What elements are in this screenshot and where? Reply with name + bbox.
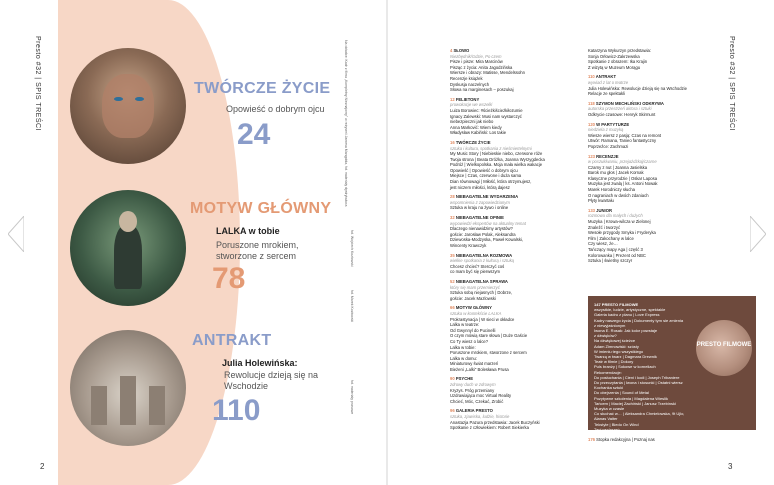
toc-kicker: sztuka i kultura, spotkania z nieśmiertelnymi bbox=[450, 145, 532, 151]
toc-page-num: 133 bbox=[588, 207, 597, 213]
left-side-label: Presto #32 | SPIS TREŚCI bbox=[34, 36, 41, 132]
toc-entry: Tapi wydarzeń bbox=[594, 426, 620, 432]
toc-page-num: 28 bbox=[450, 194, 456, 200]
section-page-number: 78 bbox=[212, 262, 246, 295]
toc-entry: Utwór: Ramana, Tanieo fantastyczny bbox=[588, 138, 657, 144]
toc-entry: Czy wiesz, że… bbox=[588, 241, 618, 247]
toc-heading: NIEBAGATELNE WYDARZENIA bbox=[455, 194, 519, 200]
toc-entry: Iwona E. Rosak: Jak kolor powstaje bbox=[594, 328, 658, 334]
toc-entry: Luiza Borowiec: #ścieżkiścieżkiłozumie bbox=[450, 107, 523, 113]
toc-entry: Miniaturowy świat marzeń bbox=[450, 361, 499, 367]
toc-page-num: 32 bbox=[450, 215, 456, 221]
section-title-motyw-glowny: MOTYW GŁÓWNY bbox=[190, 200, 332, 217]
toc-entry: Relacje ze spektakli bbox=[588, 91, 626, 97]
toc-line bbox=[450, 425, 580, 431]
toc-entry: Opowieść | Opowieść o dobrym ojcu bbox=[450, 167, 518, 173]
toc-entry: goście: Jacek Mazlowski bbox=[450, 295, 496, 301]
toc-entry: Adam Zimnowiski: szósty bbox=[594, 343, 639, 349]
toc-entry: Teatr w filmie | Dokory bbox=[594, 359, 634, 365]
toc-page-num: 35 bbox=[450, 252, 456, 258]
toc-entry: W imieniu tego wszystkiego bbox=[594, 348, 644, 354]
toc-entry: Dziewoska-Modzyska, Paweł Kowalski, bbox=[450, 237, 524, 243]
toc-entry: Bieżeni „Lalki" Bolesława Prusa bbox=[450, 366, 509, 372]
portrait-photo bbox=[70, 48, 186, 164]
toc-entry: Anna Marković: Wiem kiedy bbox=[450, 124, 502, 130]
toc-heading: FELIETONY bbox=[455, 96, 480, 102]
section-subtitle: Rewolucje dzieją się na Wschodzie bbox=[224, 370, 319, 391]
toc-page-num: 90 bbox=[450, 376, 456, 382]
page-number: 2 bbox=[40, 462, 45, 471]
toc-entry: Miejsce | Czas, czerwone i duża sama bbox=[450, 173, 522, 179]
right-triangle-icon bbox=[750, 216, 766, 252]
page-number: 3 bbox=[728, 462, 733, 471]
toc-entry: Twarzą w twarz | Dagmara Drewnik bbox=[594, 354, 657, 360]
toc-entry: Chcesz chcieć? Sterczyć coś bbox=[450, 263, 505, 269]
toc-page-num: 96 bbox=[450, 408, 456, 414]
toc-entry: jest niczem miłości, którą dajesz bbox=[450, 184, 510, 190]
theatre-stage-photo bbox=[70, 330, 186, 446]
toc-kicker: autorska przestrzeń aktora i sztuki bbox=[588, 106, 652, 112]
toc-entry: z dźwięków? bbox=[594, 333, 617, 339]
left-page bbox=[0, 0, 386, 485]
toc-entry: My Music Story | Niebieskie niebo, czerwone róże bbox=[450, 151, 543, 157]
left-triangle-icon bbox=[8, 216, 24, 252]
toc-page-num: 110 bbox=[588, 74, 596, 80]
toc-entry: O nagraniach w dwóch zdaniach bbox=[588, 192, 649, 198]
toc-entry: Chcieć, Móc, Czekać, Zrobić bbox=[450, 398, 504, 404]
photo-credit: fot. materiały prasowe bbox=[350, 380, 354, 415]
toc-entry: Sonja Orłowicz-Zakrzewska bbox=[588, 53, 640, 59]
toc-entry: co mam być się pierwszym bbox=[450, 269, 501, 275]
footer-num: 176 bbox=[588, 437, 595, 442]
toc-heading: W PARTYTURZE bbox=[596, 121, 630, 127]
toc-entry: Na dźwiękowej ścieżce bbox=[594, 338, 636, 344]
toc-entry: Tańcem | Maciej Zachiński | Janusz Trzebinski bbox=[594, 400, 676, 406]
toc-entry: Dian równowagi | Miłość, która otrzymujesz, bbox=[450, 179, 532, 185]
toc-entry: wszystkie, ludzie, artystyczne, spektakle bbox=[594, 307, 666, 313]
toc-entry: Dlaczego nienawidzimy artystów? bbox=[450, 226, 513, 232]
toc-entry: Lalka w domu: bbox=[450, 355, 477, 361]
toc-entry: Dyskusja naczelnych bbox=[450, 81, 490, 87]
right-page bbox=[388, 0, 774, 485]
toc-heading: NIEBAGATELNA ROZMOWA bbox=[455, 252, 513, 258]
toc-entry: Klasyczne przyrodzie | Oskar Laposa bbox=[588, 175, 658, 181]
toc-entry: Uzdrawiająca moc Virtual Reality bbox=[450, 393, 512, 399]
toc-page-num: 4 bbox=[450, 48, 454, 53]
toc-heading: 147 PRESTO FILMOWE bbox=[594, 302, 639, 307]
toc-heading: PSYCHE bbox=[455, 376, 474, 382]
toc-entry: Sztuka w kraju na żywo i online bbox=[450, 205, 509, 211]
toc-entry: Barok mu głos | Jacek Kornak bbox=[588, 170, 644, 176]
toc-kicker: wypowiedzi ekspertów na aktualny temat bbox=[450, 220, 526, 226]
box-text bbox=[594, 302, 698, 432]
toc-heading: JUNIOR bbox=[596, 207, 612, 213]
right-side-label: Presto #32 | SPIS TREŚCI bbox=[728, 36, 735, 132]
toc-entry: Władysław Kabiński: Los takie bbox=[450, 130, 507, 136]
toc-entry: Alanas Vaiter bbox=[594, 416, 618, 422]
toc-line bbox=[594, 427, 698, 432]
toc-heading: SŁOWO bbox=[453, 48, 470, 53]
toc-kicker: rozmowa dla małych i dużych bbox=[588, 213, 643, 219]
toc-entry: Recenzje książek bbox=[450, 75, 483, 81]
section-subtitle: Poruszone mrokiem, stworzone z sercem bbox=[216, 240, 299, 261]
toc-kicker: wielkie spotkania z kulturą i sztuką bbox=[450, 258, 515, 264]
toc-entry: Co Ty wiesz o lalce? bbox=[450, 338, 489, 344]
section-title-tworcze-zycie: TWÓRCZE ŻYCIE bbox=[194, 80, 331, 97]
toc-entry: Spotkanie z człowiekiem: Robert Siekierka bbox=[450, 425, 529, 431]
toc-entry: Do przeczytania | Iwona i stosunki | Ostatni wiersz bbox=[594, 380, 683, 386]
toc-page-num: 12 bbox=[450, 96, 456, 102]
toc-entry: Pisze i pisze: Mira Marcinów bbox=[450, 59, 503, 65]
toc-kicker: niedziela z muzyką bbox=[588, 127, 624, 133]
toc-entry: Co słuchać w… | Aleksandra Chmielowska, 9t Ujlo, bbox=[594, 411, 685, 417]
toc-heading: NIEBAGATELNA SPRAWA bbox=[455, 278, 508, 284]
toc-kicker: Niezbędnik/Gdzie, Po czem bbox=[450, 53, 502, 59]
toc-entry: Poruszone mrokiem, stworzone z sercem bbox=[450, 350, 527, 356]
toc-entry: Wiesze wiersz z pasją: Czas na remont bbox=[588, 132, 662, 138]
toc-entry: Lalka w teatrze: bbox=[450, 322, 480, 328]
toc-entry: Od Gwynnyl do Pucinelli bbox=[450, 327, 496, 333]
toc-page-num: 120 bbox=[588, 121, 597, 127]
toc-entry: Kadry naszego życia | Dokumenty tym sie zmienia bbox=[594, 317, 684, 323]
photo-credit: fot. Marek Kozłowski bbox=[350, 290, 354, 323]
toc-entry: Muzyka w czasie bbox=[594, 406, 625, 412]
film-photo bbox=[696, 320, 752, 376]
section-page-number: 24 bbox=[237, 118, 271, 151]
toc-entry: Sztuka | świetlny szczyr bbox=[588, 258, 633, 264]
toc-entry: Twoja strona | Beata Dróżka, Joanna Wyrzygdecka bbox=[450, 156, 545, 162]
doll-photo bbox=[70, 190, 186, 306]
toc-entry: Kolorowanka | Prezent od NBC bbox=[588, 252, 646, 258]
section-page-number: 110 bbox=[212, 394, 261, 427]
toc-entry: Wincenty Krawczyk bbox=[450, 243, 487, 248]
toc-entry: Odkrycie czasowe: Henryk Skirmunt bbox=[588, 111, 656, 117]
toc-entry: Słowa na marginesach – poszukaj bbox=[450, 87, 514, 93]
section-subtitle-bold: LALKA w tobie bbox=[216, 226, 280, 236]
section-subtitle-bold: Julia Holewińska: bbox=[222, 358, 298, 368]
toc-entry: Pozytywne szkolenia | Magdalena Wieslik bbox=[594, 395, 668, 401]
toc-kicker: w poszukiwaniu, przejażdżkaj/czarne bbox=[588, 159, 657, 165]
toc-entry: goście: Jarosław Polak, Aleksandra bbox=[450, 231, 516, 237]
box-circle-label: PRESTO FILMOWE bbox=[696, 342, 752, 348]
toc-kicker: który się mam przemierzyć bbox=[450, 284, 500, 290]
toc-kicker: prowokacje we wszelki bbox=[450, 102, 493, 108]
toc-entry: Czarny z nut | Joanna Jasielska bbox=[588, 164, 648, 170]
toc-page-num: 66 bbox=[450, 305, 456, 311]
toc-kicker: zdrowy duch w zdrowym bbox=[450, 382, 496, 388]
toc-entry: Podróż | Wielkopolska. Moja mała wielka wakacje bbox=[450, 162, 543, 168]
toc-entry: Tańczący mapy Aga | część 3 bbox=[588, 247, 643, 252]
section-subtitle: Opowieść o dobrym ojcu bbox=[226, 104, 325, 114]
toc-entry: Prokrastynacja | W sieci w okładce bbox=[450, 316, 515, 322]
toc-page-num: 118 bbox=[588, 100, 596, 106]
toc-entry: Lalka w tobie: bbox=[450, 344, 476, 350]
toc-page-num: 123 bbox=[588, 153, 597, 159]
presto-filmowe-box bbox=[588, 296, 756, 430]
toc-kicker: wspomnienia z zapowiedzianym bbox=[450, 199, 510, 205]
toc-entry: Puls branży | Sokowe w korneliach bbox=[594, 364, 656, 370]
section-title-antrakt: ANTRAKT bbox=[192, 332, 272, 349]
toc-entry: Do posłuchania | Cieni i kodi | Joseph Tribaniere bbox=[594, 374, 680, 380]
toc-entry: O czym mówią stare słowa | Duże Gaście bbox=[450, 333, 528, 339]
toc-heading: NIEBAGATELNE OPINIE bbox=[455, 215, 504, 221]
toc-entry: Ignacy Zalewski: Musi nam wystarczyć bbox=[450, 113, 522, 119]
toc-entry: Płyty kwartału bbox=[588, 198, 614, 204]
toc-entry: Kochanka sztuki bbox=[594, 385, 624, 391]
toc-entry: Katarzyna Wykurzyn przedstawia: bbox=[588, 48, 652, 53]
toc-entry: Sztuka sobą niejasnych | Dobrze, bbox=[450, 290, 513, 296]
toc-entry: Do obejrzenia | Sound of Metal bbox=[594, 390, 649, 396]
toc-heading: MOTYW GŁÓWNY bbox=[455, 305, 492, 311]
toc-kicker: sztuka, zjawiska, ludzie, historie bbox=[450, 414, 510, 420]
toc-kicker: wywiad z lat o teatrze bbox=[588, 79, 629, 85]
toc-entry: z niewyjaśnionym bbox=[594, 322, 626, 328]
toc-entry: Wesołe przygody Smyka i Fryderyka bbox=[588, 230, 656, 236]
photo-credit: Na okładce: Kadr z filmu „Kompletny Nieznajomy" w reżyserii Jamesa Mangolda, fot. materiały dystrybutora bbox=[344, 40, 348, 207]
toc-entry: Tekstyle | Biedo On Wind bbox=[594, 421, 639, 427]
toc-page-num: 52 bbox=[450, 278, 456, 284]
toc-page-num: 16 bbox=[450, 139, 456, 145]
toc-column-2 bbox=[588, 48, 728, 264]
toc-entry: Z wizytą w Muzeum Morągu bbox=[588, 64, 641, 70]
toc-entry: Muzyka | Krowa-wilcza w Zielonej bbox=[588, 219, 651, 225]
toc-entry: niebezpieczni jak niebo bbox=[450, 119, 494, 125]
footer-note bbox=[588, 437, 655, 442]
toc-entry: Muzyka jest zwalą | ks. Antoni Nowak bbox=[588, 181, 658, 187]
toc-entry: Film | Zakochany w lalce bbox=[588, 235, 634, 241]
photo-credit: fot. Wojciech Kozłowski bbox=[350, 230, 354, 267]
toc-entry: Rekomendacje: bbox=[594, 369, 622, 375]
toc-column-1 bbox=[450, 48, 580, 431]
toc-entry: Galeria kadru z planu | Love Express bbox=[594, 312, 660, 318]
toc-entry: Marek Horodniczy słucha bbox=[588, 187, 636, 193]
toc-entry: Pisząc z życia: Anita Jagodzińska bbox=[450, 64, 513, 70]
toc-entry: Spotkanie z obrazem: Ika Krajin bbox=[588, 59, 648, 65]
toc-kicker: sztuka w kontekście LALKA bbox=[450, 310, 502, 316]
toc-entry: Znaleźć i tworzyć bbox=[588, 224, 621, 230]
toc-heading: RECENZJE bbox=[596, 153, 619, 159]
toc-entry: Anastazja Pazura przedstawia: Jacek Buczyński bbox=[450, 419, 540, 425]
footer-text: Stopka redakcyjna | Poznaj nas bbox=[596, 437, 655, 442]
toc-heading: GALERIA PRESTO bbox=[455, 408, 493, 414]
toc-heading: SZYMON MECHLIŃSKI ODKRYWA bbox=[595, 100, 664, 106]
toc-entry: Julia Holewińska: Rewolucje dzieją się na Wschodzie bbox=[588, 85, 687, 91]
toc-heading: TWÓRCZE ŻYCIE bbox=[455, 139, 491, 145]
toc-line bbox=[588, 258, 728, 264]
toc-entry: Kryzys. Próg przemiany bbox=[450, 387, 495, 393]
toc-heading: ANTRAKT bbox=[595, 74, 617, 80]
toc-entry: Wiersze i obrazy: Matisse, Mendelssohn bbox=[450, 70, 525, 76]
toc-entry: Poprzeźce: Zachmazi bbox=[588, 143, 629, 149]
